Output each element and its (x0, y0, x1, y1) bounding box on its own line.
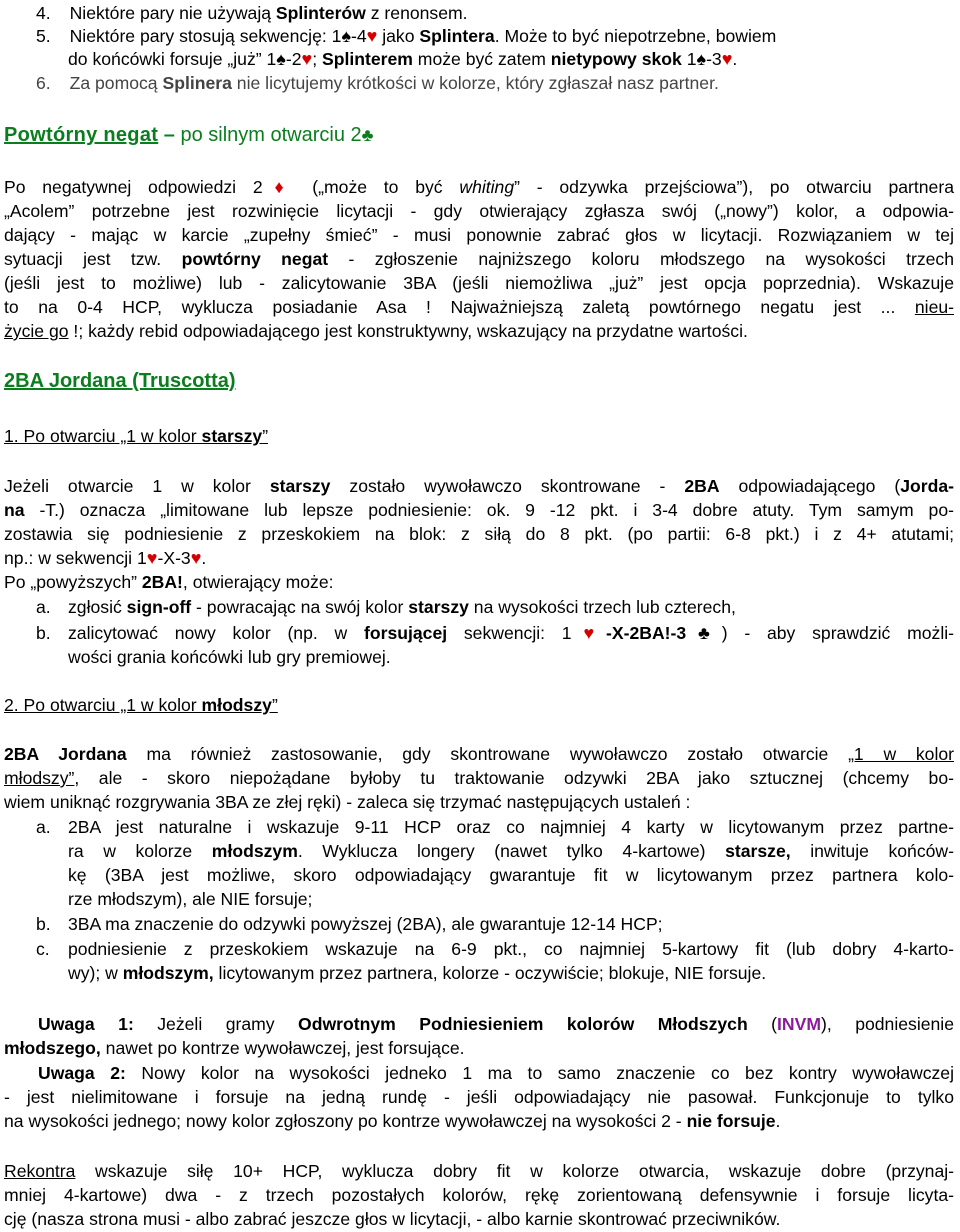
text-line: młodszego, nawet po kontrze wywoławczej, jest forsujące. (4, 1038, 465, 1058)
list-item: c. (36, 939, 50, 959)
spade-icon: ♠ (276, 49, 286, 69)
list-item-continuation: do końcówki forsuje „już” 1♠-2♥; Splinterem może być zatem nietypowy skok 1♠-3♥. (68, 49, 738, 69)
list-item: a. (36, 597, 51, 617)
list-item: 4. Niektóre pary nie używają Splinterów z renonsem. (36, 3, 468, 23)
text-line: Po „powyższych” 2BA!, otwierający może: (4, 572, 334, 592)
text-line: wiem uniknąć rozgrywania 3BA ze złej ręki) - zaleca się trzymać następujących ustaleń : (4, 792, 691, 812)
list-item: b. (36, 623, 51, 643)
heart-icon: ♥ (571, 623, 607, 643)
text-line: cję (nasza strona musi - albo zabrać jeszcze głos w licytacji, - albo karnie skontrować przeciwników. (4, 1209, 781, 1229)
text-line: Jeżeli otwarcie 1 w kolor starszy zostało wywoławczo skontrowane - 2BA odpowiadającego (Jorda- (4, 476, 955, 496)
list-item: 6. Za pomocą Splinera nie licytujemy krótkości w kolorze, który zgłaszał nasz partner. (36, 73, 719, 93)
heart-icon: ♥ (146, 548, 158, 568)
list-item: b. (36, 914, 51, 934)
list-item: a. (36, 817, 51, 837)
section-heading-2ba-jordana: 2BA Jordana (Truscotta) (4, 370, 236, 392)
text-line: dający - mając w karcie „zupełny śmieć” - musi ponownie zabrać głos w licytacji. Rozwiązaniem w tej (4, 225, 954, 245)
spade-icon: ♠ (341, 26, 351, 46)
text-line: (jeśli jest to możliwe) lub - zalicytowanie 3BA (jeśli niemożliwa „już” jest opcja poprzednia). Wskazuje (4, 273, 954, 293)
heart-icon: ♥ (721, 49, 733, 69)
text-line: młodszy”, ale - skoro niepożądane byłoby tu traktowanie odzywki 2BA jako sztucznej (chcemy bo- (4, 768, 954, 788)
list-item-text: 2BA jest naturalne i wskazuje 9-11 HCP oraz co najmniej 4 karty w licytowanym przez partne- (68, 817, 954, 837)
heart-icon: ♥ (301, 49, 313, 69)
text-line: na -T.) oznacza „limitowane lub lepsze podniesienie: ok. 9 -12 pkt. i 3-4 dobre atuty. Tym samym po- (4, 500, 954, 520)
text-line: mniej 4-kartowe) dwa - z trzech pozostałych kolorów, rękę zorientowaną defensywnie i forsuje licyta- (4, 1185, 954, 1205)
section-heading-powtorny-negat: Powtórny negat – po silnym otwarciu 2♣ (4, 124, 374, 146)
text-line: to na 0-4 HCP, wyklucza posiadanie Asa ! Najważniejszą zaletą powtórnego negatu jest ... nieu- (4, 297, 954, 317)
text-line: Rekontra wskazuje siłę 10+ HCP, wyklucza dobry fit w kolorze otwarcia, wskazuje dobre (przynaj- (4, 1161, 954, 1181)
diamond-icon: ♦ (262, 177, 296, 197)
heart-icon: ♥ (190, 548, 202, 568)
club-icon: ♣ (686, 623, 722, 643)
list-item-text: 3BA ma znaczenie do odzywki powyższej (2BA), ale gwarantuje 12-14 HCP; (68, 914, 663, 934)
list-item-text: ra w kolorze młodszym. Wyklucza longery (nawet tylko 4-kartowe) starsze, inwituje końców- (68, 841, 954, 861)
text-line: życie go !; każdy rebid odpowiadającego jest konstruktywny, wskazujący na przydatne wartości. (4, 321, 748, 341)
spade-icon: ♠ (696, 49, 707, 69)
list-item-text: wy); w młodszym, licytowanym przez partnera, kolorze - oczywiście; blokuje, NIE forsuje. (68, 963, 767, 983)
heart-icon: ♥ (366, 26, 378, 46)
text-line: - jest nielimitowane i forsuje na jedną rundę - jeśli odpowiadający nie pasował. Funkcjonuje to tylko (4, 1087, 954, 1107)
text-line: zostawia się podniesienie z przeskokiem na blok: z siłą do 8 pkt. (po partii: 6-8 pkt.) i z 4+ atutami; (4, 524, 954, 544)
list-item-text: rze młodszym), ale NIE forsuje; (68, 889, 313, 909)
text-line: Uwaga 2: Nowy kolor na wysokości jedneko 1 ma to samo znaczenie co bez kontry wywoławczej (38, 1063, 954, 1083)
club-icon: ♣ (361, 125, 374, 145)
list-item-text: wości grania końcówki lub gry premiowej. (68, 647, 391, 667)
text-line: na wysokości jednego; nowy kolor zgłoszony po kontrze wywoławczej na wysokości 2 - nie forsuje. (4, 1111, 781, 1131)
text-line: sytuacji jest tzw. powtórny negat - zgłoszenie najniższego koloru młodszego na wysokości trzech (4, 249, 954, 269)
text-line: np.: w sekwencji 1♥-X-3♥. (4, 548, 207, 568)
text-line: 2BA Jordana ma również zastosowanie, gdy skontrowane wywoławczo zostało otwarcie „1 w kolor (4, 744, 955, 764)
list-item-text: podniesienie z przeskokiem wskazuje na 6-9 pkt., co najmniej 5-kartowy fit (lub dobry 4-karto- (68, 939, 954, 959)
text-line: Uwaga 1: Jeżeli gramy Odwrotnym Podniesieniem kolorów Młodszych (INVM), podniesienie (38, 1014, 955, 1034)
text-line: „Acolem” potrzebne jest rozwinięcie licytacji - gdy otwierający zgłasza swój („nowy”) kolor, a odpowia- (4, 201, 954, 221)
text-line: Po negatywnej odpowiedzi 2♦ („może to być whiting” - odzywka przejściowa”), po otwarciu partnera (4, 177, 954, 197)
list-item-text: zalicytować nowy kolor (np. w forsującej sekwencji: 1♥-X-2BA!-3♣) - aby sprawdzić możli- (68, 623, 955, 643)
list-item-text: kę (3BA jest możliwe, skoro odpowiadający gwarantuje fit w licytowanym przez partnera kolo- (68, 865, 954, 885)
subheading-starszy: 1. Po otwarciu „1 w kolor starszy” (4, 426, 269, 446)
list-item: 5. Niektóre pary stosują sekwencję: 1♠-4♥ jako Splintera. Może to być niepotrzebne, bowiem (36, 26, 777, 46)
list-item-text: zgłosić sign-off - powracając na swój kolor starszy na wysokości trzech lub czterech, (68, 597, 736, 617)
subheading-mlodszy: 2. Po otwarciu „1 w kolor młodszy” (4, 695, 278, 715)
